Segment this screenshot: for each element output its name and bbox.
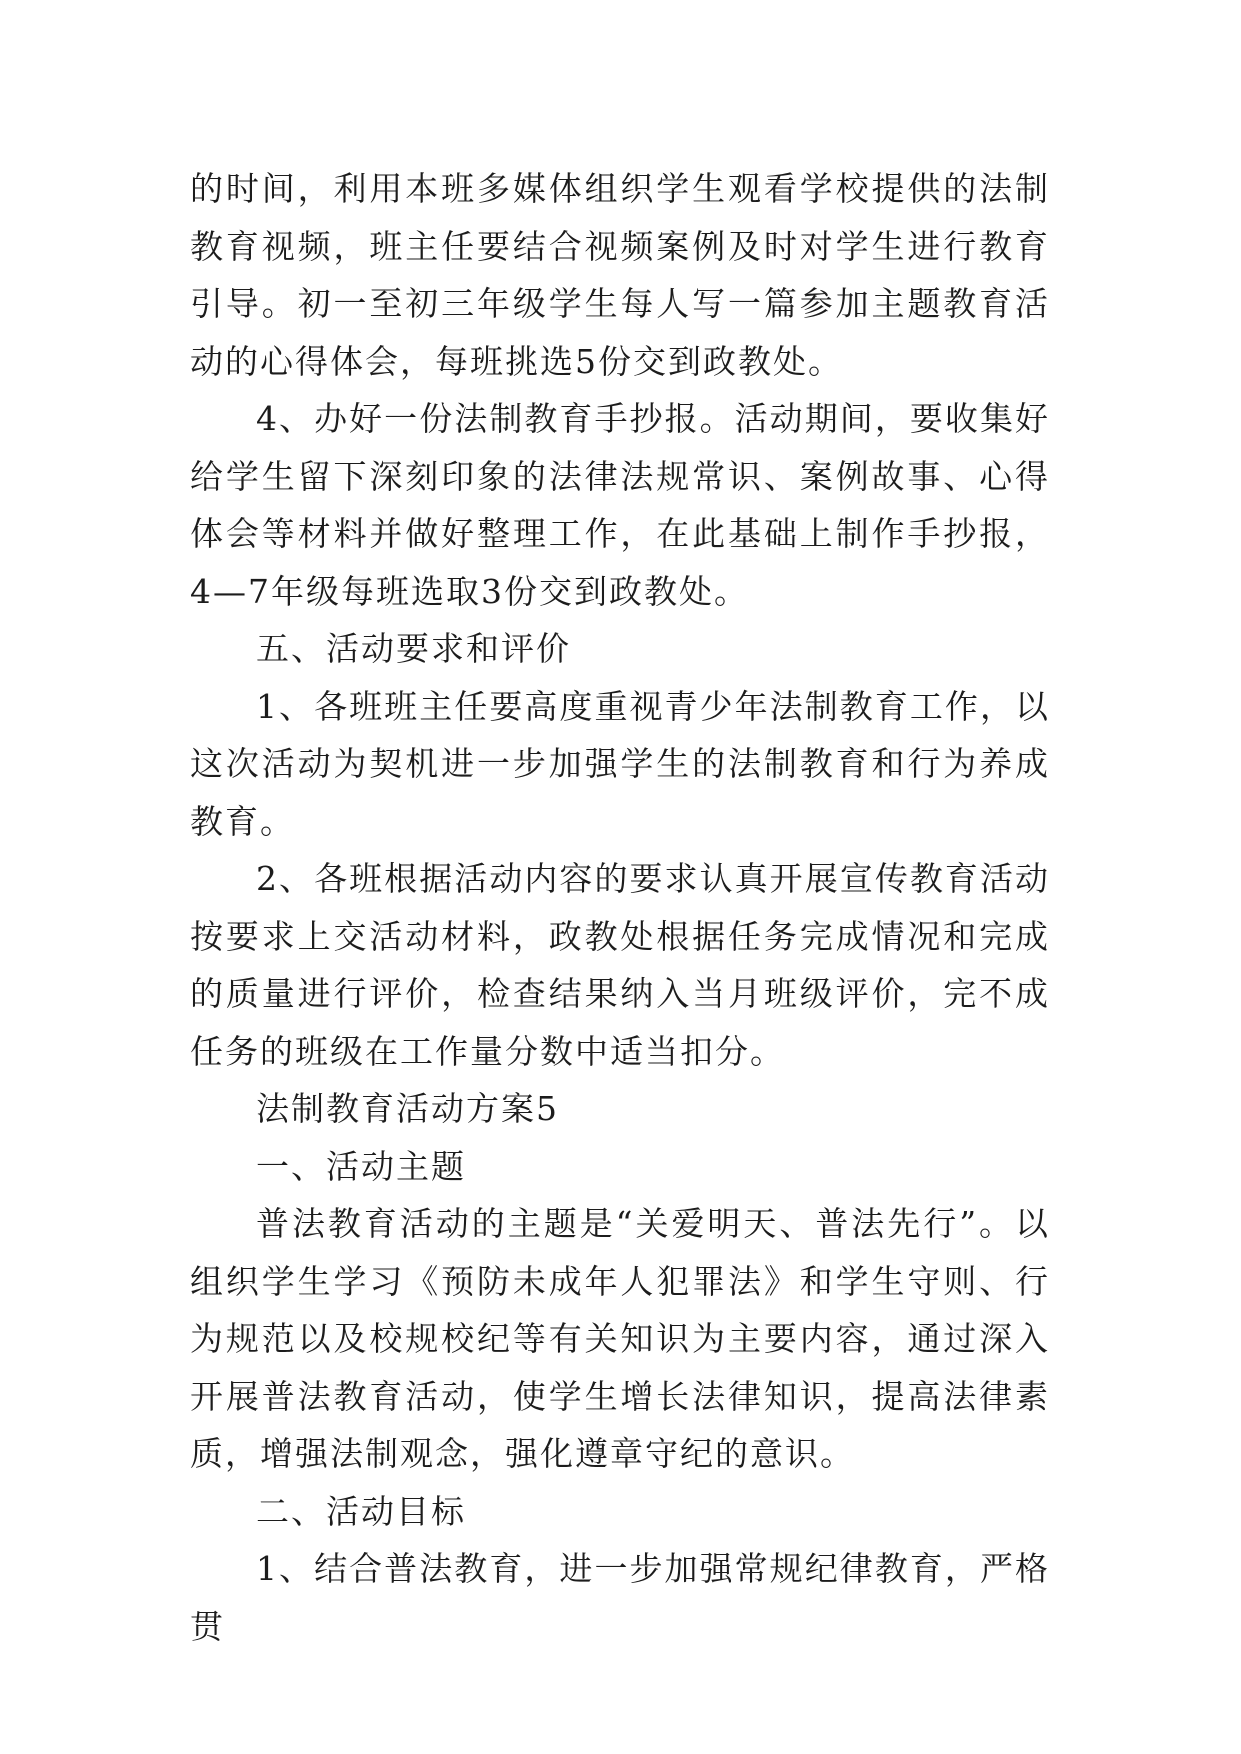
section-heading-requirements: 五、活动要求和评价: [256, 629, 571, 668]
paragraph-goal-1: 1、结合普法教育，进一步加强常规纪律教育，严格贯: [190, 1549, 1050, 1646]
paragraph-continuation: 的时间，利用本班多媒体组织学生观看学校提供的法制教育视频，班主任要结合视频案例及时对学生进行教育引导。初一至初三年级学生每人写一篇参加主题教育活动的心得体会，每班挑选5份交到政教处。: [190, 169, 1050, 381]
document-body: [190, 160, 1050, 1655]
paragraph-theme: 普法教育活动的主题是“关爱明天、普法先行”。以组织学生学习《预防未成年人犯罪法》和学生守则、行为规范以及校规校纪等有关知识为主要内容，通过深入开展普法教育活动，使学生增长法律知识，提高法律素质，增强法制观念，强化遵章守纪的意识。: [190, 1204, 1050, 1473]
section-heading-theme: 一、活动主题: [256, 1146, 466, 1186]
plan-title-5: 法制教育活动方案5: [256, 1089, 559, 1128]
paragraph-requirement-2: 2、各班根据活动内容的要求认真开展宣传教育活动按要求上交活动材料，政教处根据任务完成情况和完成的质量进行评价，检查结果纳入当月班级评价，完不成任务的班级在工作量分数中适当扣分。: [190, 859, 1050, 1071]
paragraph-item-4-handwritten-newspaper: 4、办好一份法制教育手抄报。活动期间，要收集好给学生留下深刻印象的法律法规常识、案例故事、心得体会等材料并做好整理工作，在此基础上制作手抄报，4—7年级每班选取3份交到政教处。: [190, 399, 1050, 611]
paragraph-requirement-1: 1、各班班主任要高度重视青少年法制教育工作，以这次活动为契机进一步加强学生的法制教育和行为养成教育。: [190, 686, 1050, 841]
section-heading-goals: 二、活动目标: [256, 1491, 466, 1531]
